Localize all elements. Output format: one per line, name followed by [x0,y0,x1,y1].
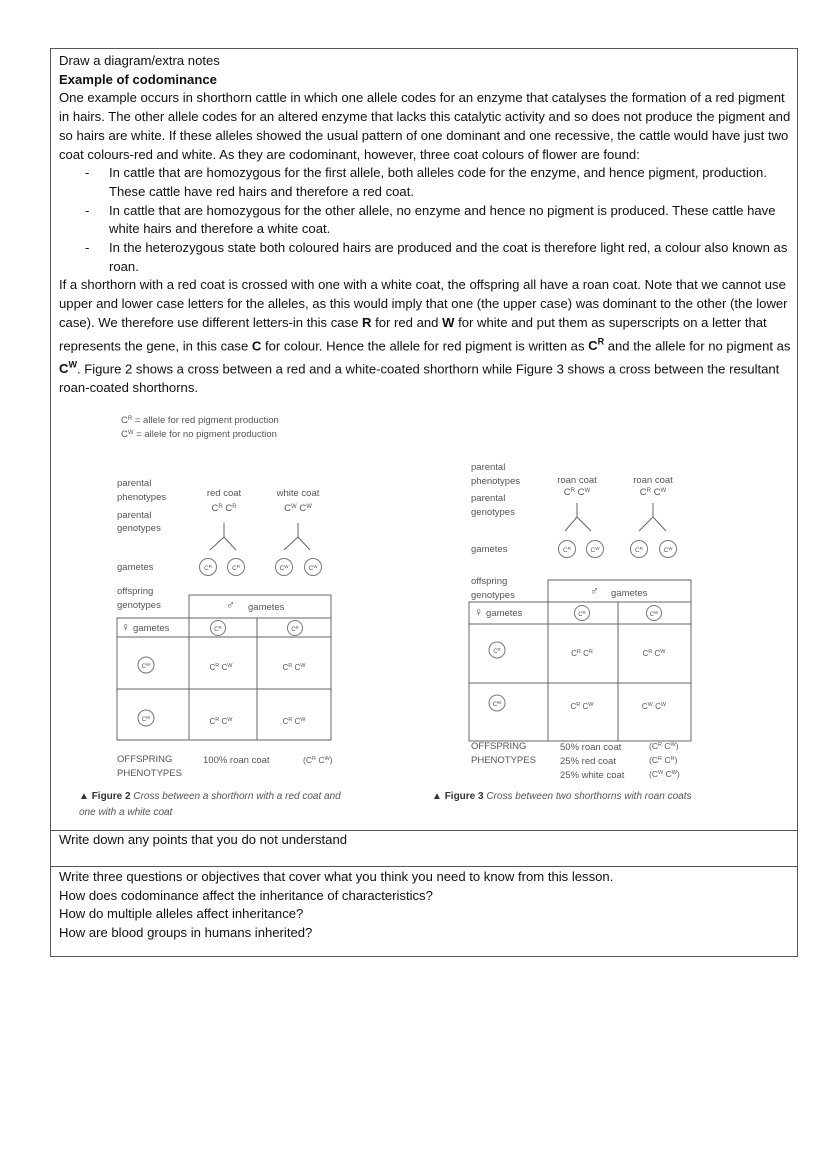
label-parental: parental [117,478,152,489]
objectives-section [50,866,798,957]
svg-text:CW CW: $C^W$ $C^W$ [641,702,667,711]
svg-text:CW: $C^W$ [279,563,289,572]
svg-text:CR: $C^R$ [291,624,299,633]
notes-section [50,48,798,831]
svg-text:CW: $C^W$ [590,545,600,554]
list-item: - In the heterozygous state both coloured hairs are produced and the coat is therefore light red, a colour also known as roan. [59,239,791,276]
list-item: - In cattle that are homozygous for the first allele, both alleles code for the enzyme, and hence pigment, production. These cattle have red hairs and therefore a red coat. [59,164,791,201]
genotype-white: $C^W$ $C^W$ [284,503,312,514]
meiosis-lines-white [284,523,310,550]
label-parental: parental [471,493,506,504]
gamete-circles-grid-fig3 [489,606,662,712]
allele-key [121,415,279,440]
genotype-roan: $C^R$ $C^W$ [563,487,591,498]
svg-text:(CR CR): ($C^R$ $C^R$) [649,755,678,765]
key-red: $C^R$ = allele for red pigment production [121,415,279,426]
figure-2-caption-line2: one with a white coat [79,807,173,818]
label-phenotypes: phenotypes [117,492,167,503]
notation-paragraph: If a shorthorn with a red coat is crossed with one with a white coat, the offspring all have a roan coat. Note that we cannot use upper and lower case letters for the alleles, as this would imply that one (the upper case) was dominant to the other (the lower case). We therefore use different letters-in this case R for red and W for white and put them as superscripts on a letter that represents the gene, in this case C for colour. Hence the allele for red pigment is written as $C^R$ and the allele for no pigment as $C^W$. Figure 2 shows a cross between a red and a white-coated shorthorn while Figure 3 shows a cross between the resultant roan-coated shorthorns. [59,277,791,395]
intro-paragraph: One example occurs in shorthorn cattle in which one allele codes for an enzyme that catalyses the formation of a red pigment in hairs. The other allele codes for an altered enzyme that lacks this catalytic activity and so does not produce the pigment and so hairs are white. If these alleles showed the usual pattern of one dominant and one recessive, the cattle would have just two coat colours-red and white. As they are codominant, however, three coat colours of flower are found: [59,90,791,162]
roan-coat-label: roan coat [557,475,597,486]
codominance-figures [51,49,799,832]
female-gametes-label: gametes [486,608,523,619]
meiosis-lines-roan [565,503,591,531]
result-genotypes-fig3 [649,741,680,779]
meiosis-lines-roan [639,503,666,531]
svg-text:CR: $C^R$ [204,563,212,572]
section-heading: Write three questions or objectives that cover what you think you need to know from this lesson. [59,869,614,884]
label-genotypes: genotypes [117,600,161,611]
result-line: 25% red coat [560,756,616,767]
phenotypes-upper: PHENOTYPES [471,755,536,766]
svg-text:CR CW: $C^R$ $C^W$ [282,717,306,726]
punnett-grid-fig3 [469,580,691,741]
label-gametes: gametes [117,562,154,573]
label-phenotypes: phenotypes [471,476,521,487]
label-genotypes: genotypes [471,590,515,601]
result-line: 25% white coat [560,770,625,781]
female-symbol: ♀ [121,620,130,634]
result-genotype-fig2: ($C^R$ $C^W$) [303,755,333,765]
male-symbol: ♂ [226,598,235,612]
svg-text:CR CW: $C^R$ $C^W$ [209,663,233,672]
svg-text:CR: $C^R$ [493,646,501,655]
list-item: - In cattle that are homozygous for the other allele, no enzyme and hence no pigment is produced. These cattle have white hairs and therefore a white coat. [59,202,791,239]
female-gametes-label: gametes [133,623,170,634]
question-item: How do multiple alleles affect inheritance? [59,906,304,922]
label-offspring: offspring [117,586,154,597]
svg-text:(CW CW): ($C^W$ $C^W$) [649,769,680,779]
question-item: How does codominance affect the inheritance of characteristics? [59,887,433,903]
figure-3 [432,462,691,802]
gamete-circles-fig3 [559,541,677,558]
male-symbol: ♂ [590,584,599,598]
svg-text:CW: $C^W$ [308,563,318,572]
questions-section [50,830,798,867]
roan-coat-label: roan coat [633,475,673,486]
svg-text:CR CW: $C^R$ $C^W$ [282,663,306,672]
meiosis-lines-red [210,523,236,550]
section-heading: Draw a diagram/extra notes [59,53,220,68]
male-gametes-label: gametes [611,588,648,599]
svg-text:CR: $C^R$ [563,545,571,554]
svg-text:CR CW: $C^R$ $C^W$ [642,649,666,658]
svg-text:CR: $C^R$ [635,545,643,554]
svg-text:CR: $C^R$ [578,609,586,618]
label-genotypes: genotypes [117,523,161,534]
label-parental: parental [117,510,152,521]
gamete-circles-fig2 [200,559,322,576]
offspring-genotypes-fig3 [571,649,667,711]
question-item: How are blood groups in humans inherited? [59,925,313,941]
label-gametes: gametes [471,544,508,555]
gamete-circles-grid-fig2 [138,621,303,727]
figure-2-caption: ▲ Figure 2 Cross between a shorthorn with a red coat and [79,791,341,802]
svg-text:CR CW: $C^R$ $C^W$ [570,702,594,711]
result-line: 50% roan coat [560,742,622,753]
genotype-red: $C^R$ $C^R$ [211,503,237,514]
male-gametes-label: gametes [248,602,285,613]
result-fig2: 100% roan coat [203,755,270,766]
female-symbol: ♀ [474,605,483,619]
svg-text:CR: $C^R$ [214,624,222,633]
white-coat-label: white coat [276,488,320,499]
label-parental: parental [471,462,506,473]
section-heading: Write down any points that you do not understand [59,832,348,847]
figure-2 [79,478,341,818]
figure-3-caption: ▲ Figure 3 Cross between two shorthorns with roan coats [432,791,692,802]
svg-text:CR CW: $C^R$ $C^W$ [209,717,233,726]
offspring-genotypes-fig2 [210,663,307,726]
svg-text:CR: $C^R$ [232,563,240,572]
phenotypes-upper: PHENOTYPES [117,768,182,779]
offspring-upper: OFFSPRING [117,754,173,765]
label-genotypes: genotypes [471,507,515,518]
key-white: $C^W$ = allele for no pigment production [121,429,277,440]
svg-text:CW: $C^W$ [492,699,502,708]
red-coat-label: red coat [206,488,242,499]
svg-text:CW: $C^W$ [663,545,673,554]
svg-text:CW: $C^W$ [141,661,151,670]
example-title: Example of codominance [59,71,217,87]
offspring-upper: OFFSPRING [471,741,527,752]
svg-text:CR CR: $C^R$ $C^R$ [571,649,593,658]
svg-text:CW: $C^W$ [141,714,151,723]
genotype-roan: $C^R$ $C^W$ [639,487,667,498]
svg-text:(CR CW): ($C^R$ $C^W$) [649,741,679,751]
label-offspring: offspring [471,576,508,587]
svg-text:CW: $C^W$ [649,609,659,618]
